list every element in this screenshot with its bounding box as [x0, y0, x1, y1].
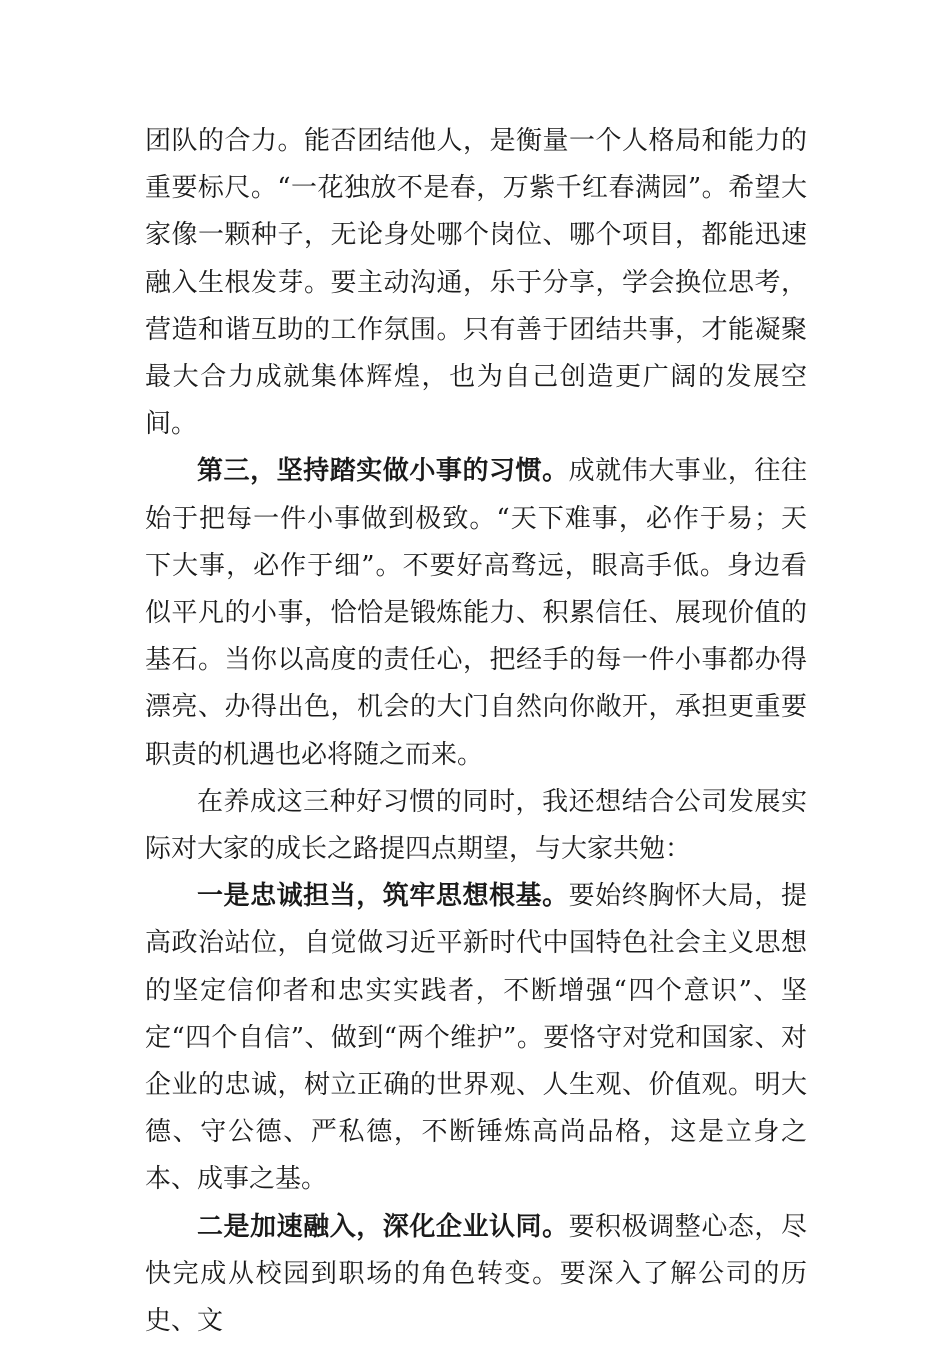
paragraph-four-expectations-intro [145, 779, 807, 873]
paragraph-text: 在养成这三种好习惯的同时，我还想结合公司发展实际对大家的成长之路提四点期望，与大家共勉： [145, 786, 807, 865]
paragraph-teamwork-continued [145, 118, 807, 448]
paragraph-text: 成就伟大事业，往往始于把每一件小事做到极致。“天下难事，必作于易；天下大事，必作于细”。不要好高骛远，眼高手低。身边看似平凡的小事，恰恰是锻炼能力、积累信任、展现价值的基石。当你以高度的责任心，把经手的每一件小事都办得漂亮、办得出色，机会的大门自然向你敞开，承担更重要职责的机遇也必将随之而来。 [145, 456, 807, 770]
paragraph-third-habit [145, 448, 807, 778]
body-text [145, 118, 807, 1345]
paragraph-expectation-two [145, 1204, 807, 1345]
paragraph-text: 要始终胸怀大局，提高政治站位，自觉做习近平新时代中国特色社会主义思想的坚定信仰者和忠实实践者，不断增强“四个意识”、坚定“四个自信”、做到“两个维护”。要恪守对党和国家、对企业的忠诚，树立正确的世界观、人生观、价值观。明大德、守公德、严私德，不断锤炼高尚品格，这是立身之本、成事之基。 [145, 881, 807, 1195]
paragraph-expectation-one [145, 873, 807, 1203]
paragraph-heading: 第三，坚持踏实做小事的习惯。 [197, 456, 569, 487]
paragraph-heading: 一是忠诚担当，筑牢思想根基。 [197, 881, 569, 912]
paragraph-text: 团队的合力。能否团结他人，是衡量一个人格局和能力的重要标尺。“一花独放不是春，万紫千红春满园”。希望大家像一颗种子，无论身处哪个岗位、哪个项目，都能迅速融入生根发芽。要主动沟通，乐于分享，学会换位思考，营造和谐互助的工作氛围。只有善于团结共事，才能凝聚最大合力成就集体辉煌，也为自己创造更广阔的发展空间。 [145, 126, 807, 440]
paragraph-text: 要积极调整心态，尽快完成从校园到职场的角色转变。要深入了解公司的历史、文 [145, 1211, 807, 1337]
paragraph-heading: 二是加速融入，深化企业认同。 [197, 1211, 569, 1242]
